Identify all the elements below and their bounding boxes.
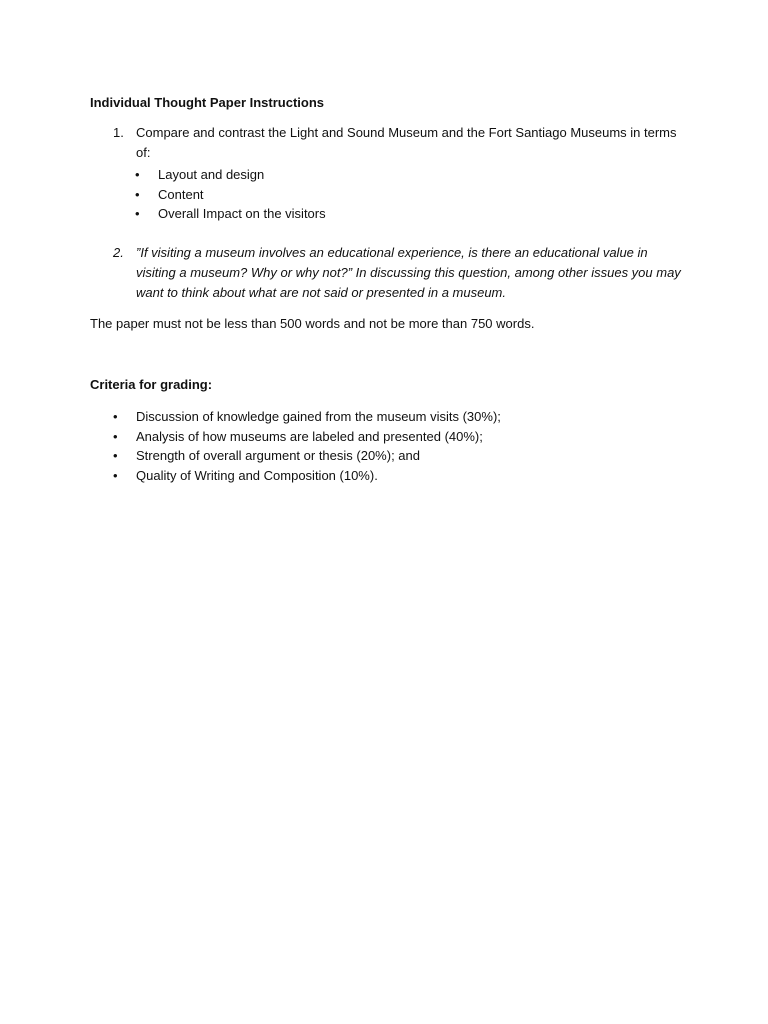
bullet-icon: • xyxy=(113,468,118,483)
word-limit-note: The paper must not be less than 500 words and not be more than 750 words. xyxy=(90,316,535,331)
bullet-icon: • xyxy=(135,206,140,221)
criteria-heading: Criteria for grading: xyxy=(90,377,213,392)
sub-list-item: Overall Impact on the visitors xyxy=(158,206,326,221)
criteria-item: Analysis of how museums are labeled and presented (40%); xyxy=(136,429,483,444)
list-item-text: Compare and contrast the Light and Sound Museum and the Fort Santiago Museums in terms of: xyxy=(136,125,677,160)
criteria-item: Quality of Writing and Composition (10%). xyxy=(136,468,378,483)
bullet-icon: • xyxy=(135,167,140,182)
list-item-text: ”If visiting a museum involves an educational experience, is there an educational value in visiting a museum? Why or why not?” In discussing this question, among other issues you may want to think about what are not said or presented in a museum. xyxy=(136,245,681,300)
list-item-number: 2. xyxy=(113,245,124,260)
criteria-item: Discussion of knowledge gained from the museum visits (30%); xyxy=(136,409,501,424)
sub-list-item: Layout and design xyxy=(158,167,265,182)
bullet-icon: • xyxy=(113,409,118,424)
bullet-icon: • xyxy=(113,448,118,463)
bullet-icon: • xyxy=(135,187,140,202)
bullet-icon: • xyxy=(113,429,118,444)
document-title: Individual Thought Paper Instructions xyxy=(90,95,325,110)
list-item-number: 1. xyxy=(113,125,124,140)
criteria-item: Strength of overall argument or thesis (20%); and xyxy=(136,448,420,463)
sub-list-item: Content xyxy=(158,187,204,202)
